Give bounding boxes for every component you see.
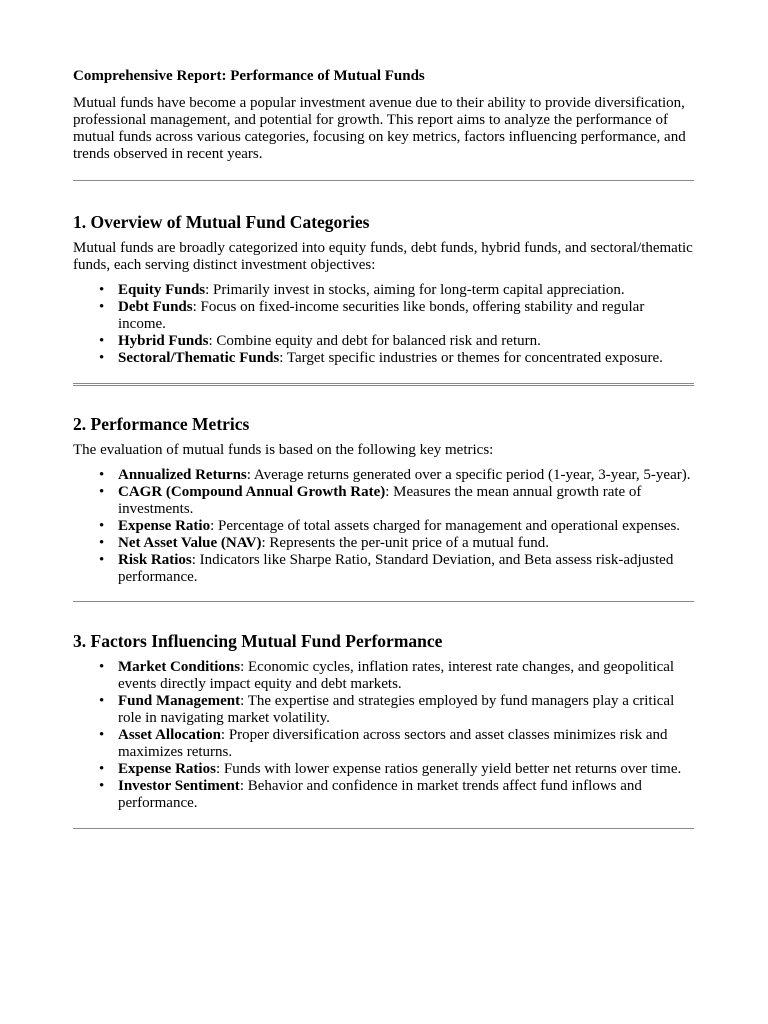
list-item-term: Investor Sentiment xyxy=(118,778,240,794)
list-item-text: : Proper diversification across sectors and asset classes minimizes risk and maximizes returns. xyxy=(118,727,668,760)
list-item-term: Sectoral/Thematic Funds xyxy=(118,350,280,366)
section-divider xyxy=(73,180,694,181)
list-item xyxy=(118,727,694,761)
list-item-term: Fund Management xyxy=(118,693,241,709)
list-item-text: : Combine equity and debt for balanced risk and return. xyxy=(208,333,541,349)
list-item-term: Debt Funds xyxy=(118,299,193,315)
list-item xyxy=(118,333,694,350)
list-item-text: : Indicators like Sharpe Ratio, Standard Deviation, and Beta assess risk-adjusted performance. xyxy=(118,552,674,585)
list-item-text: : Primarily invest in stocks, aiming for long-term capital appreciation. xyxy=(205,282,625,298)
list-item-term: Expense Ratios xyxy=(118,761,216,777)
list-item-term: Asset Allocation xyxy=(118,727,221,743)
list-item-text: : Target specific industries or themes for concentrated exposure. xyxy=(279,350,663,366)
list-item xyxy=(118,659,694,693)
section-heading-metrics: 2. Performance Metrics xyxy=(73,414,250,434)
list-item-term: CAGR (Compound Annual Growth Rate) xyxy=(118,484,386,500)
list-item xyxy=(118,778,694,812)
document-title: Comprehensive Report: Performance of Mutual Funds xyxy=(73,68,425,84)
list-item-text: : Behavior and confidence in market trends affect fund inflows and performance. xyxy=(118,778,642,811)
factors-list xyxy=(73,659,694,812)
categories-list xyxy=(73,282,694,367)
list-item xyxy=(118,535,694,552)
list-item xyxy=(118,350,694,367)
list-item-term: Equity Funds xyxy=(118,282,206,298)
list-item xyxy=(118,552,694,586)
list-item xyxy=(118,282,694,299)
list-item-term: Risk Ratios xyxy=(118,552,192,568)
list-item-term: Market Conditions xyxy=(118,659,241,675)
list-item xyxy=(118,467,694,484)
section-intro-categories: Mutual funds are broadly categorized into equity funds, debt funds, hybrid funds, and sectoral/thematic funds, each serving distinct investment objectives: xyxy=(73,240,693,273)
list-item-term: Annualized Returns xyxy=(118,467,247,483)
list-item xyxy=(118,484,694,518)
list-item xyxy=(118,761,694,778)
list-item-text: : Represents the per-unit price of a mutual fund. xyxy=(261,535,550,551)
list-item-text: : Focus on fixed-income securities like bonds, offering stability and regular income. xyxy=(118,299,645,332)
list-item-text: : Economic cycles, inflation rates, interest rate changes, and geopolitical events directly impact equity and debt markets. xyxy=(118,659,675,692)
list-item xyxy=(118,299,694,333)
section-divider xyxy=(73,601,694,602)
section-heading-categories: 1. Overview of Mutual Fund Categories xyxy=(73,212,370,232)
section-divider xyxy=(73,828,694,829)
section-heading-factors: 3. Factors Influencing Mutual Fund Performance xyxy=(73,631,443,651)
section-intro-metrics: The evaluation of mutual funds is based on the following key metrics: xyxy=(73,442,494,458)
list-item-text: : Funds with lower expense ratios generally yield better net returns over time. xyxy=(215,761,682,777)
list-item-text: : Measures the mean annual growth rate of investments. xyxy=(118,484,642,517)
section-divider xyxy=(73,383,694,386)
list-item xyxy=(118,693,694,727)
list-item-term: Net Asset Value (NAV) xyxy=(118,535,262,551)
list-item-text: : Percentage of total assets charged for management and operational expenses. xyxy=(210,518,681,534)
list-item-term: Expense Ratio xyxy=(118,518,211,534)
metrics-list xyxy=(73,467,694,586)
list-item-text: : Average returns generated over a specific period (1-year, 3-year, 5-year). xyxy=(246,467,691,483)
list-item-term: Hybrid Funds xyxy=(118,333,209,349)
intro-paragraph: Mutual funds have become a popular investment avenue due to their ability to provide diversification, professional management, and potential for growth. This report aims to analyze the performance of mutual funds across various categories, focusing on key metrics, factors influencing performance, and trends observed in recent years. xyxy=(73,95,686,162)
list-item xyxy=(118,518,694,535)
list-item-text: : The expertise and strategies employed by fund managers play a critical role in navigating market volatility. xyxy=(118,693,675,726)
